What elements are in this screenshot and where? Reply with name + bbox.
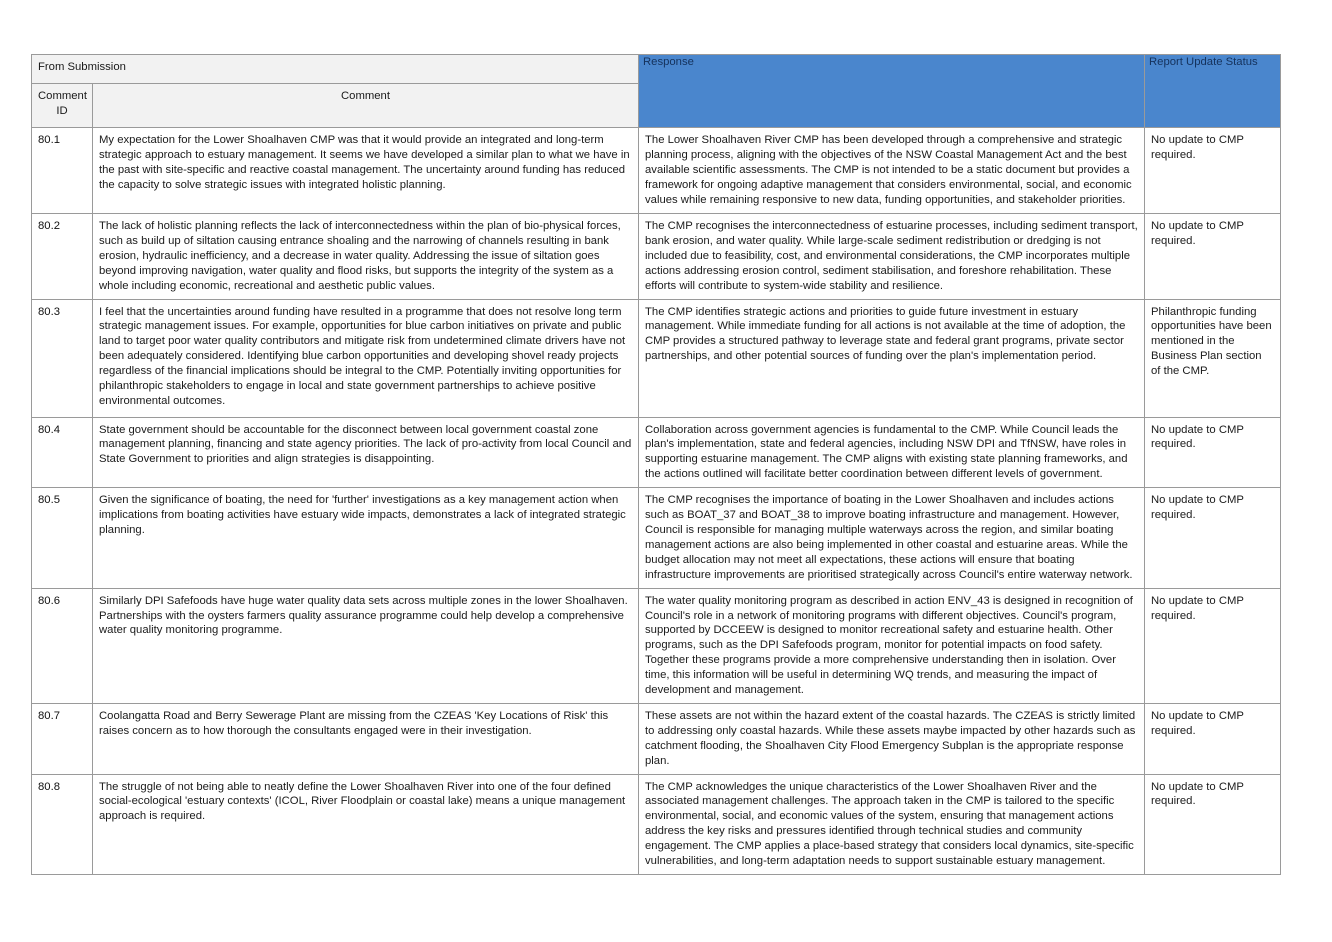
header-response-label: Response [643,56,694,68]
cell-comment: Similarly DPI Safefoods have huge water quality data sets across multiple zones in the lower Shoalhaven. Partnerships with the oysters farmers quality assurance programme could help develop a comprehensive water quality monitoring programme. [93,588,639,703]
cell-comment: The struggle of not being able to neatly define the Lower Shoalhaven River into one of the four defined social-ecological 'estuary contexts' (ICOL, River Floodplain or coastal lake) means a unique management approach is required. [93,774,639,874]
table-row [32,417,1281,488]
table-row [32,774,1281,874]
cell-response: The Lower Shoalhaven River CMP has been developed through a comprehensive and strategic planning process, aligning with the objectives of the NSW Coastal Management Act and the best available scientific assessments. The CMP is not intended to be a static document but provides a framework for ongoing adaptive management that considers environmental, social, and economic values while remaining responsive to new data, funding opportunities, and stakeholder priorities. [639,128,1145,214]
cell-report-update-status: No update to CMP required. [1145,128,1281,214]
cell-report-update-status: No update to CMP required. [1145,214,1281,300]
table-row [32,128,1281,214]
header-report-update-status [1145,55,1281,128]
header-comment-id: Comment ID [32,84,93,128]
cell-comment: Coolangatta Road and Berry Sewerage Plant are missing from the CZEAS 'Key Locations of Risk' this raises concern as to how thorough the consultants engaged were in their investigation. [93,703,639,774]
cell-response: These assets are not within the hazard extent of the coastal hazards. The CZEAS is strictly limited to addressing only coastal hazards. While these assets maybe impacted by other hazards such as catchment flooding, the Shoalhaven City Flood Emergency Subplan is the appropriate response plan. [639,703,1145,774]
cell-comment-id: 80.6 [32,588,93,703]
cell-response: Collaboration across government agencies is fundamental to the CMP. While Council leads the plan's implementation, state and federal agencies, including NSW DPI and TfNSW, have roles in supporting estuarine management. The CMP aligns with existing state planning frameworks, and the actions outlined will facilitate better coordination between different levels of government. [639,417,1145,488]
cell-response: The CMP acknowledges the unique characteristics of the Lower Shoalhaven River and the associated management challenges. The approach taken in the CMP is tailored to the specific environmental, social, and economic values of the system, ensuring that management actions address the key risks and pressures identified through technical studies and community engagement. The CMP applies a place-based strategy that considers local dynamics, site-specific vulnerabilities, and long-term adaptation needs to support sustainable estuary management. [639,774,1145,874]
cell-comment: The lack of holistic planning reflects the lack of interconnectedness within the plan of bio-physical forces, such as build up of siltation causing entrance shoaling and the narrowing of channels resulting in bank erosion, hydraulic inefficiency, and a decrease in water quality. Addressing the issue of siltation goes beyond improving navigation, water quality and flood risks, but supports the integrity of the system as a whole including economic, recreational and aesthetic public values. [93,214,639,300]
cell-report-update-status: No update to CMP required. [1145,417,1281,488]
cell-comment-id: 80.7 [32,703,93,774]
cell-comment-id: 80.1 [32,128,93,214]
cell-comment-id: 80.3 [32,299,93,417]
cell-report-update-status: No update to CMP required. [1145,488,1281,588]
cell-comment-id: 80.5 [32,488,93,588]
table-row [32,214,1281,300]
table-row [32,588,1281,703]
cell-comment: My expectation for the Lower Shoalhaven CMP was that it would provide an integrated and long-term strategic approach to estuary management. It seems we have developed a similar plan to what we have in the past with site-specific and reactive coastal management. The uncertainty around funding has reduced the capacity to solve strategic issues with integrated holistic planning. [93,128,639,214]
cell-report-update-status: No update to CMP required. [1145,703,1281,774]
cell-comment: I feel that the uncertainties around funding have resulted in a programme that does not resolve long term strategic management issues. For example, opportunities for blue carbon initiatives on private and public land to target poor water quality contributors and mitigate risk from undetermined climate drivers have not been adequately considered. Identifying blue carbon opportunities and developing shovel ready projects regardless of the financial implications should be integral to the CMP. Potentially inviting opportunities for philanthropic stakeholders to engage in local and state government partnerships to achieve positive environmental outcomes. [93,299,639,417]
table-body [32,128,1281,875]
header-report-update-status-label: Report Update Status [1149,56,1258,68]
submission-response-table-container [31,54,1280,875]
table-row [32,299,1281,417]
header-from-submission: From Submission [32,55,639,84]
cell-response: The CMP recognises the importance of boating in the Lower Shoalhaven and includes actions such as BOAT_37 and BOAT_38 to improve boating infrastructure and management. However, Council is responsible for managing multiple waterways across the region, and similar boating management actions are also being implemented in other coastal and estuarine areas. While the budget allocation may not meet all expectations, these actions will ensure that boating infrastructure improvements are prioritised strategically across Council's entire waterway network. [639,488,1145,588]
table-row [32,488,1281,588]
submission-response-table [31,54,1281,875]
header-comment: Comment [93,84,639,128]
table-header [32,55,1281,128]
table-header-row-group [32,55,1281,84]
cell-comment: State government should be accountable for the disconnect between local government coastal zone management planning, financing and state agency priorities. The lack of pro-activity from local Council and State Government to priorities and align strategies is disappointing. [93,417,639,488]
cell-comment-id: 80.4 [32,417,93,488]
table-row [32,703,1281,774]
cell-response: The CMP identifies strategic actions and priorities to guide future investment in estuary management. While immediate funding for all actions is not available at the time of adoption, the CMP provides a structured pathway to leverage state and federal grant programs, private sector partnerships, and other potential sources of funding over the plan's implementation period. [639,299,1145,417]
cell-report-update-status: No update to CMP required. [1145,588,1281,703]
cell-comment-id: 80.8 [32,774,93,874]
cell-response: The CMP recognises the interconnectedness of estuarine processes, including sediment transport, bank erosion, and water quality. While large-scale sediment redistribution or dredging is not included due to feasibility, cost, and environmental considerations, the CMP incorporates multiple actions addressing erosion control, sediment stabilisation, and foreshore rehabilitation. These efforts will contribute to system-wide stability and resilience. [639,214,1145,300]
cell-comment-id: 80.2 [32,214,93,300]
cell-comment: Given the significance of boating, the need for 'further' investigations as a key management action when implications from boating activities have estuary wide impacts, demonstrates a lack of integrated strategic planning. [93,488,639,588]
cell-report-update-status: No update to CMP required. [1145,774,1281,874]
header-response [639,55,1145,128]
cell-response: The water quality monitoring program as described in action ENV_43 is designed in recognition of Council's role in a network of monitoring programs with different objectives. Council's program, supported by DCCEEW is designed to monitor recreational safety and estuarine health. Other programs, such as the DPI Safefoods program, monitor for potential impacts on food safety. Together these programs provide a more comprehensive understanding then in isolation. Over time, this information will be useful in determining WQ trends, and measuring the impact of development and management. [639,588,1145,703]
cell-report-update-status: Philanthropic funding opportunities have been mentioned in the Business Plan section of the CMP. [1145,299,1281,417]
